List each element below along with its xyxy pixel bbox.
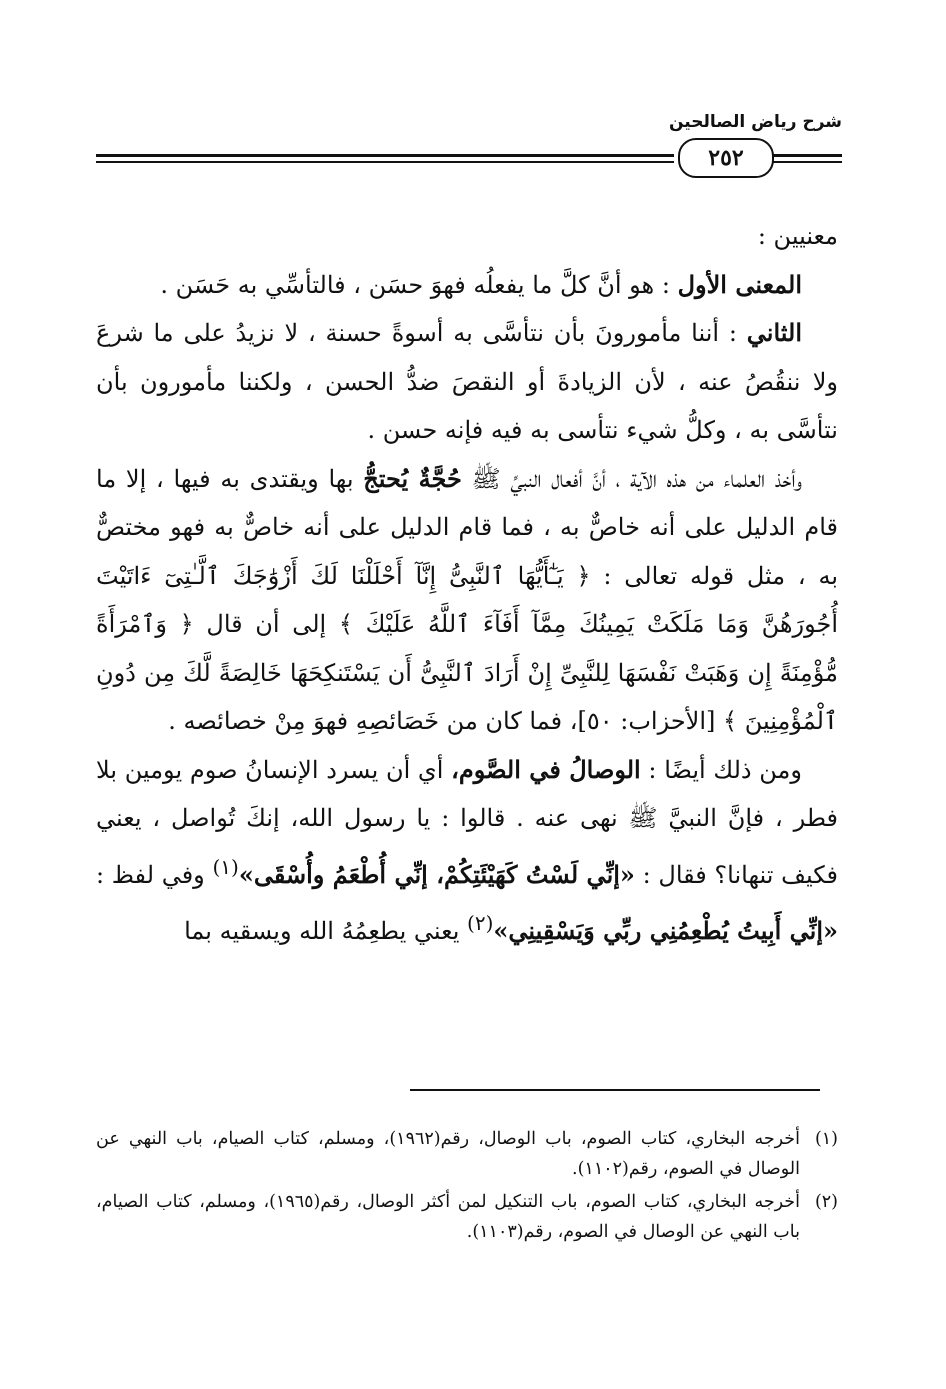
page-header <box>96 112 842 192</box>
header-rule-thin-right <box>772 161 842 163</box>
footnote-1 <box>96 1124 838 1184</box>
first-meaning-text: : هو أنَّ كلَّ ما يفعلُه فهوَ حسَن ، فالتأسِّي به حَسَن . <box>160 270 670 299</box>
running-title: شرح رياض الصالحين <box>668 112 842 132</box>
hadith-2: «إنِّي أَبِيتُ يُطْعِمُنِي ربِّي وَيَسْقِينِي» <box>493 916 838 945</box>
intro-text: معنيين : <box>757 222 838 250</box>
p4-text-c: بها ويقتدى به فيها ، إلا ما قام الدليل على أنه خاصٌّ به ، فما قام الدليل على أنه خاصٌّ به فهو مختصٌّ به ، مثل قوله تعالى : <box>96 464 839 590</box>
footnote-number: (١) <box>814 1129 838 1149</box>
first-meaning-label: المعنى الأول <box>677 269 802 299</box>
p5-text-d: وفي لفظ : <box>96 860 205 889</box>
footnote-2 <box>96 1187 838 1247</box>
paragraph-5 <box>96 746 838 956</box>
page-number: ٢٥٢ <box>678 138 774 178</box>
header-rule-thick <box>96 154 674 157</box>
main-text <box>96 212 838 956</box>
paragraph-2 <box>96 261 838 310</box>
p4-text-d: إلى أن قال <box>206 610 327 638</box>
p5-text-a: ومن ذلك أيضًا : <box>648 755 802 784</box>
p4-text-e: فما كان من خَصَائصِهِ فهوَ مِنْ خصائصه . <box>168 707 563 735</box>
quran-verse-2: ﴿ وَٱمْرَأَةً مُّؤْمِنَةً إِن وَهَبَتْ نَفْسَهَا لِلنَّبِىِّ إِنْ أَرَادَ ٱلنَّبِىُّ أَن يَسْتَنكِحَهَا خَالِصَةً لَّكَ مِن دُونِ ٱلْمُؤْمِنِينَ ﴾ <box>96 610 838 735</box>
paragraph-1 <box>96 212 838 261</box>
footnote-ref-2: (٢) <box>467 911 494 935</box>
footnote-text: أخرجه البخاري، كتاب الصوم، باب الوصال، رقم(١٩٦٢)، ومسلم، كتاب الصيام، باب النهي عن الوصال في الصوم، رقم(١١٠٢). <box>96 1129 800 1179</box>
p5-text-c: أي أن يسرد الإنسانُ صوم يومين بلا فطر ، فإنَّ النبيَّ ﷺ نهى عنه . قالوا : يا رسول الله، إنكَ تُواصل ، يعني فكيف تنهانا؟ فقال : <box>96 755 838 889</box>
paragraph-4 <box>96 455 838 746</box>
p4-bold-proof: حُجَّةٌ يُحتجُّ <box>363 463 462 493</box>
p5-text-e: يعني يطعِمُهُ الله ويسقيه بما <box>184 917 460 945</box>
second-meaning-text: : أننا مأمورونَ بأن نتأسَّى به أسوةً حسنة ، لا نزيدُ على ما شرعَ ولا ننقُصُ عنه ، لأن الزيادةَ أو النقصَ ضدُّ الحسن ، ولكننا مأمورون بأن نتأسَّى به ، وكلُّ شيء نتأسى به فيه فإنه حسن . <box>96 319 838 444</box>
footnote-separator <box>410 1089 820 1091</box>
footnote-number: (٢) <box>814 1192 838 1212</box>
footnote-ref-1: (١) <box>212 854 239 879</box>
hadith-1: «إنِّي لَسْتُ كَهَيْئَتِكُمْ، إنِّي أُطْعَمُ وأُسْقَى» <box>238 859 635 889</box>
footnotes <box>96 1124 838 1250</box>
header-rule-thick-right <box>772 154 842 157</box>
verse-reference: [الأحزاب: ٥٠]، <box>569 707 716 735</box>
p5-bold-wisal: الوصالُ في الصَّوم، <box>451 754 641 784</box>
header-rule-thin <box>96 161 674 163</box>
footnote-text: أخرجه البخاري، كتاب الصوم، باب التنكيل لمن أكثر الوصال، رقم(١٩٦٥)، ومسلم، كتاب الصيام، باب النهي عن الوصال في الصوم، رقم(١١٠٣). <box>96 1192 800 1242</box>
quran-verse-1: ﴿ يَـٰٓأَيُّهَا ٱلنَّبِىُّ إِنَّآ أَحْلَلْنَا لَكَ أَزْوَٰجَكَ ٱلَّـٰتِىٓ ءَاتَيْتَ أُجُورَهُنَّ وَمَا مَلَكَتْ يَمِينُكَ مِمَّآ أَفَآءَ ٱللَّهُ عَلَيْكَ ﴾ <box>96 561 838 638</box>
second-meaning-label: الثاني <box>746 318 803 347</box>
paragraph-3 <box>96 309 838 455</box>
p4-text-a: وأخذ العلماء من هذه الآية ، أنَّ أفعال النبيِّ ﷺ <box>471 464 802 493</box>
